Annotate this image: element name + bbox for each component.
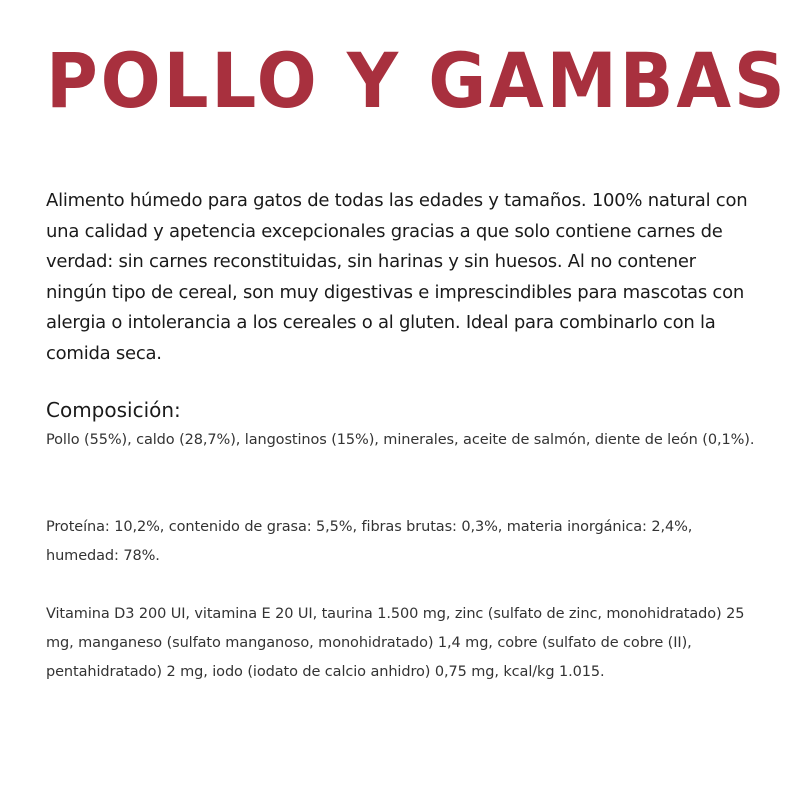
composition-ingredients: Pollo (55%), caldo (28,7%), langostinos (15%), minerales, aceite de salmón, diente de león (0,1%).: [46, 432, 755, 448]
analytical-constituents: Proteína: 10,2%, contenido de grasa: 5,5%, fibras brutas: 0,3%, materia inorgánica: 2,4%, humedad: 78%.: [46, 519, 693, 564]
product-intro: Alimento húmedo para gatos de todas las edades y tamaños. 100% natural con una calidad y apetencia excepcionales gracias a que solo contiene carnes de verdad: sin carnes reconstituidas, sin harinas y sin huesos. Al no contener ningún tipo de cereal, son muy digestivas e imprescindibles para mascotas con alergia o intolerancia a los cereales o al gluten. Ideal para combinarlo con la comida seca.: [46, 190, 748, 364]
composition-heading: Composición:: [46, 398, 181, 422]
additives: Vitamina D3 200 UI, vitamina E 20 UI, taurina 1.500 mg, zinc (sulfato de zinc, monohidratado) 25 mg, manganeso (sulfato manganoso, monohidratado) 1,4 mg, cobre (sulfato de cobre (II), pentahidratado) 2 mg, iodo (iodato de calcio anhidro) 0,75 mg, kcal/kg 1.015.: [46, 606, 745, 680]
product-title: POLLO Y GAMBAS: [46, 36, 788, 125]
